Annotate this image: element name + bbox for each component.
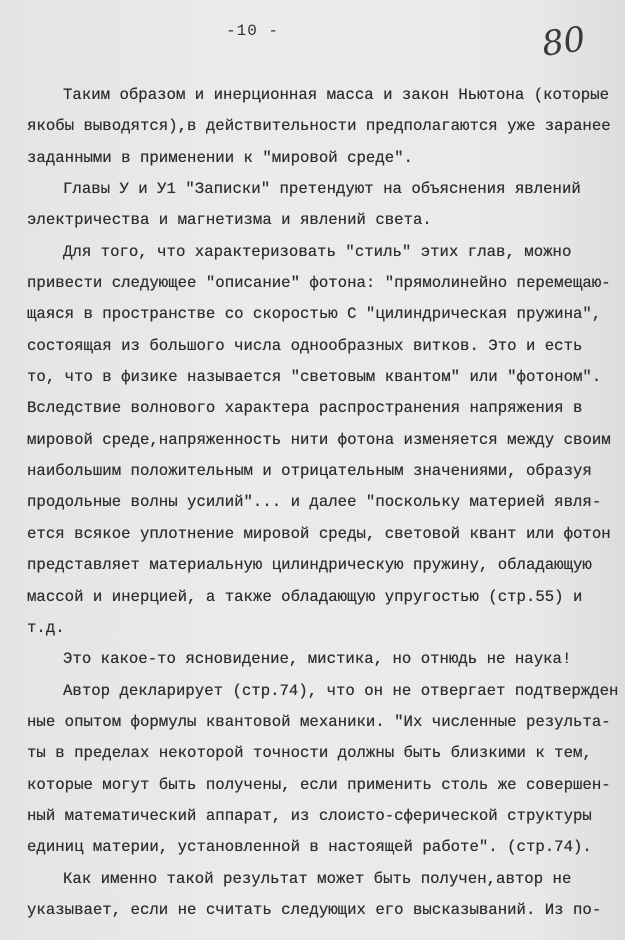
- text-line: Вследствие волнового характера распространения напряжения в: [27, 399, 583, 418]
- text-line: наибольшим положительным и отрицательным значениями, образуя: [27, 462, 592, 481]
- text-line: электричества и магнетизма и явлений света.: [27, 211, 432, 230]
- text-line: Это какое-то ясновидение, мистика, но отнюдь не наука!: [63, 650, 572, 669]
- text-line: якобы выводятся),в действительности предполагаются уже заранее: [27, 117, 611, 136]
- text-line: заданными в применении к "мировой среде".: [27, 148, 413, 167]
- text-line: представляет материальную цилиндрическую пружину, обладающую: [27, 556, 592, 575]
- text-line: Главы У и У1 "Записки" претендуют на объяснения явлений: [63, 180, 581, 199]
- text-line: ты в пределах некоторой точности должны быть близкими к тем,: [27, 744, 592, 763]
- text-line: щаяся в пространстве со скоростью С "цилиндрическая пружина",: [27, 305, 602, 324]
- text-line: продольные волны усилий"... и далее "поскольку материей явля-: [27, 493, 602, 512]
- text-line: состоящая из большого числа однообразных витков. Это и есть: [27, 336, 583, 355]
- text-line: мировой среде,напряженность нити фотона изменяется между своим: [27, 430, 611, 449]
- text-line: Таким образом и инерционная масса и закон Ньютона (которые: [63, 86, 610, 104]
- text-line: ется всякое уплотнение мировой среды, световой квант или фотон: [27, 524, 611, 543]
- text-line: Для того, что характеризовать "стиль" этих глав, можно: [63, 242, 572, 261]
- text-line: привести следующее "описание" фотона: "прямолинейно перемещаю-: [27, 274, 611, 293]
- text-line: то, что в физике называется "световым квантом" или "фотоном".: [27, 368, 602, 387]
- text-line: которые могут быть получены, если применить столь же совершен-: [27, 775, 611, 794]
- text-line: ные опытом формулы квантовой механики. "Их численные результа-: [27, 712, 611, 731]
- text-line: указывает, если не считать следующих его высказываний. Из по-: [27, 900, 602, 919]
- text-line: массой и инерцией, а также обладающую упругостью (стр.55) и: [27, 587, 583, 606]
- handwritten-folio-number: 80: [539, 19, 588, 65]
- text-line: Автор декларирует (стр.74), что он не отвергает подтвержден: [63, 681, 619, 700]
- text-line: единиц материи, установленной в настоящей работе". (стр.74).: [27, 838, 592, 857]
- page-number: -10 -: [226, 22, 280, 40]
- text-line: Как именно такой результат может быть получен,автор не: [63, 869, 572, 888]
- text-line: ный математический аппарат, из слоисто-сферической структуры: [27, 806, 592, 825]
- text-line: т.д.: [27, 618, 65, 637]
- document-body: [27, 80, 625, 926]
